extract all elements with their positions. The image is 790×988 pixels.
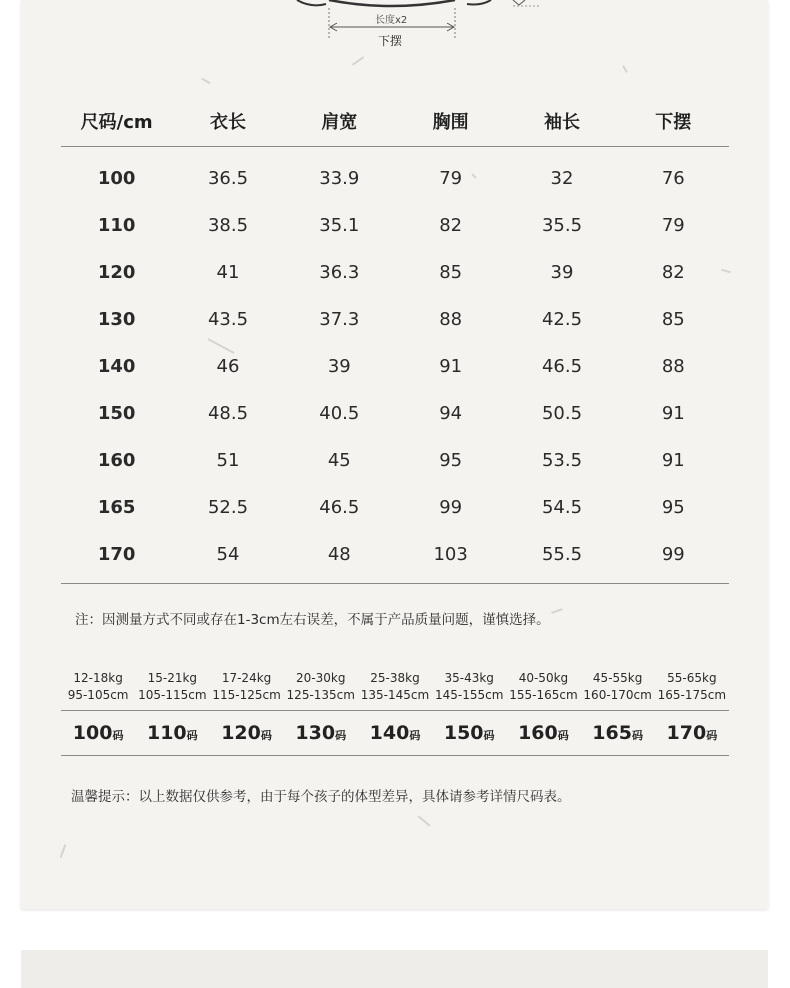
height-range: 160-170cm: [583, 688, 652, 702]
length-cell: 54: [216, 544, 240, 565]
hem-cell: 85: [661, 309, 685, 330]
guide-range: [61, 670, 135, 704]
length-cell: 48.5: [207, 403, 249, 424]
length-label: 长度x2: [375, 15, 408, 26]
guide-range: [135, 670, 209, 704]
size-cell: 170: [97, 544, 136, 565]
sleeve-cell: 50.5: [541, 403, 583, 424]
size-code: [209, 722, 283, 744]
shoulder-cell: 33.9: [319, 168, 360, 189]
garment-diagram: [21, 0, 768, 60]
weight-range: 35-43kg: [444, 671, 494, 685]
size-unit: 码: [483, 729, 495, 742]
hem-cell: 91: [661, 450, 685, 471]
size-code: [358, 722, 432, 744]
length-cell: 51: [216, 450, 240, 471]
guide-range: [358, 670, 432, 704]
chest-cell: 82: [439, 215, 463, 236]
header-chest: 胸围: [432, 112, 469, 133]
size-guide: [61, 670, 729, 756]
length-cell: 38.5: [207, 215, 249, 236]
size-cell: 110: [97, 215, 136, 236]
weight-range: 55-65kg: [667, 671, 717, 685]
height-range: 105-115cm: [138, 688, 207, 702]
size-cell: 130: [97, 309, 136, 330]
table-row: [61, 155, 729, 202]
shoulder-cell: 36.3: [319, 262, 360, 283]
length-cell: 41: [216, 262, 240, 283]
size-number: 130: [295, 722, 336, 744]
garment-outline-icon: [21, 0, 768, 60]
guide-range: [655, 670, 729, 704]
size-code: [284, 722, 358, 744]
size-number: 160: [518, 722, 558, 744]
sleeve-cell: 35.5: [541, 215, 583, 236]
table-row: [61, 296, 729, 343]
shoulder-cell: 39: [327, 356, 351, 377]
header-size: 尺码/cm: [80, 112, 153, 133]
size-unit: 码: [186, 729, 198, 742]
table-row: [61, 202, 729, 249]
header-hem: 下摆: [655, 112, 692, 133]
paper-texture-speck: [60, 844, 67, 858]
chest-cell: 85: [439, 262, 463, 283]
next-section-card: [21, 950, 768, 988]
shoulder-cell: 45: [327, 450, 351, 471]
size-number: 120: [221, 722, 261, 744]
size-code: [61, 722, 135, 744]
weight-range: 45-55kg: [592, 671, 643, 685]
size-unit: 码: [557, 729, 569, 742]
table-body: [61, 147, 729, 578]
hem-cell: 91: [661, 403, 685, 424]
shoulder-cell: 40.5: [319, 403, 360, 424]
length-cell: 46: [216, 356, 240, 377]
hem-cell: 79: [661, 215, 685, 236]
size-unit: 码: [706, 729, 718, 742]
sleeve-cell: 39: [550, 262, 574, 283]
paper-texture-speck: [551, 608, 563, 614]
guide-range: [581, 670, 655, 704]
height-range: 145-155cm: [434, 688, 504, 702]
table-bottom-rule: [61, 583, 729, 584]
length-cell: 52.5: [207, 497, 249, 518]
weight-range: 12-18kg: [73, 671, 123, 685]
hem-cell: 95: [661, 497, 685, 518]
guide-range: [432, 670, 506, 704]
size-unit: 码: [631, 729, 643, 742]
chest-cell: 103: [433, 544, 468, 565]
size-number: 110: [146, 722, 187, 744]
size-code: [655, 722, 729, 744]
size-code-row: [61, 711, 729, 755]
size-cell: 120: [97, 262, 136, 283]
chest-cell: 79: [439, 168, 463, 189]
sleeve-cell: 55.5: [541, 544, 583, 565]
header-shoulder: 肩宽: [321, 112, 358, 133]
weight-range: 15-21kg: [147, 671, 198, 685]
shoulder-cell: 37.3: [319, 309, 360, 330]
size-cell: 165: [97, 497, 136, 518]
header-sleeve: 袖长: [543, 112, 580, 133]
sleeve-cell: 46.5: [541, 356, 583, 377]
sleeve-cell: 53.5: [541, 450, 583, 471]
size-chart-card: [21, 0, 768, 909]
height-range: 95-105cm: [67, 688, 129, 702]
hem-cell: 82: [661, 262, 685, 283]
size-unit: 码: [260, 729, 272, 742]
table-row: [61, 437, 729, 484]
size-number: 150: [443, 722, 484, 744]
size-code: [432, 722, 506, 744]
warm-tip: 温馨提示：以上数据仅供参考，由于每个孩子的体型差异，具体请参考详情尺码表。: [71, 789, 571, 805]
size-number: 170: [666, 722, 707, 744]
sleeve-cell: 54.5: [541, 497, 583, 518]
table-row: [61, 343, 729, 390]
paper-texture-speck: [417, 815, 431, 827]
height-range: 135-145cm: [360, 688, 430, 702]
paper-texture-speck: [201, 78, 211, 85]
size-unit: 码: [409, 729, 421, 742]
chest-cell: 99: [439, 497, 463, 518]
weight-range: 25-38kg: [370, 671, 420, 685]
length-cell: 43.5: [207, 309, 249, 330]
weight-range: 17-24kg: [221, 671, 272, 685]
size-unit: 码: [112, 729, 124, 742]
guide-ranges-row: [61, 670, 729, 704]
sleeve-cell: 32: [550, 168, 574, 189]
guide-bottom-rule: [61, 755, 729, 756]
hem-cell: 76: [661, 168, 685, 189]
table-row: [61, 484, 729, 531]
height-range: 125-135cm: [286, 688, 355, 702]
guide-range: [209, 670, 283, 704]
size-cell: 160: [97, 450, 136, 471]
height-range: 165-175cm: [657, 688, 727, 702]
size-unit: 码: [335, 729, 347, 742]
size-number: 165: [592, 722, 632, 744]
shoulder-cell: 35.1: [319, 215, 360, 236]
size-number: 100: [72, 722, 113, 744]
chest-cell: 88: [439, 309, 463, 330]
size-code: [135, 722, 209, 744]
size-number: 140: [369, 722, 410, 744]
table-row: [61, 390, 729, 437]
size-table: [61, 96, 729, 584]
hem-cell: 88: [661, 356, 685, 377]
table-row: [61, 531, 729, 578]
chest-cell: 94: [439, 403, 463, 424]
guide-range: [506, 670, 580, 704]
guide-range: [284, 670, 358, 704]
size-code: [506, 722, 580, 744]
size-cell: 100: [97, 168, 136, 189]
size-cell: 150: [97, 403, 136, 424]
hem-label: 下摆: [378, 34, 403, 48]
shoulder-cell: 48: [327, 544, 351, 565]
chest-cell: 91: [439, 356, 463, 377]
measurement-note: 注：因测量方式不同或存在1-3cm左右误差，不属于产品质量问题，谨慎选择。: [75, 612, 550, 628]
height-range: 115-125cm: [212, 688, 281, 702]
table-header: [61, 96, 729, 147]
sleeve-cell: 42.5: [541, 309, 583, 330]
height-range: 155-165cm: [509, 688, 578, 702]
header-length: 衣长: [209, 112, 246, 133]
size-code: [581, 722, 655, 744]
weight-range: 40-50kg: [518, 671, 569, 685]
chest-cell: 95: [439, 450, 463, 471]
table-row: [61, 249, 729, 296]
length-cell: 36.5: [207, 168, 249, 189]
weight-range: 20-30kg: [296, 671, 346, 685]
shoulder-cell: 46.5: [319, 497, 360, 518]
paper-texture-speck: [622, 65, 628, 73]
size-cell: 140: [97, 356, 136, 377]
hem-cell: 99: [661, 544, 685, 565]
